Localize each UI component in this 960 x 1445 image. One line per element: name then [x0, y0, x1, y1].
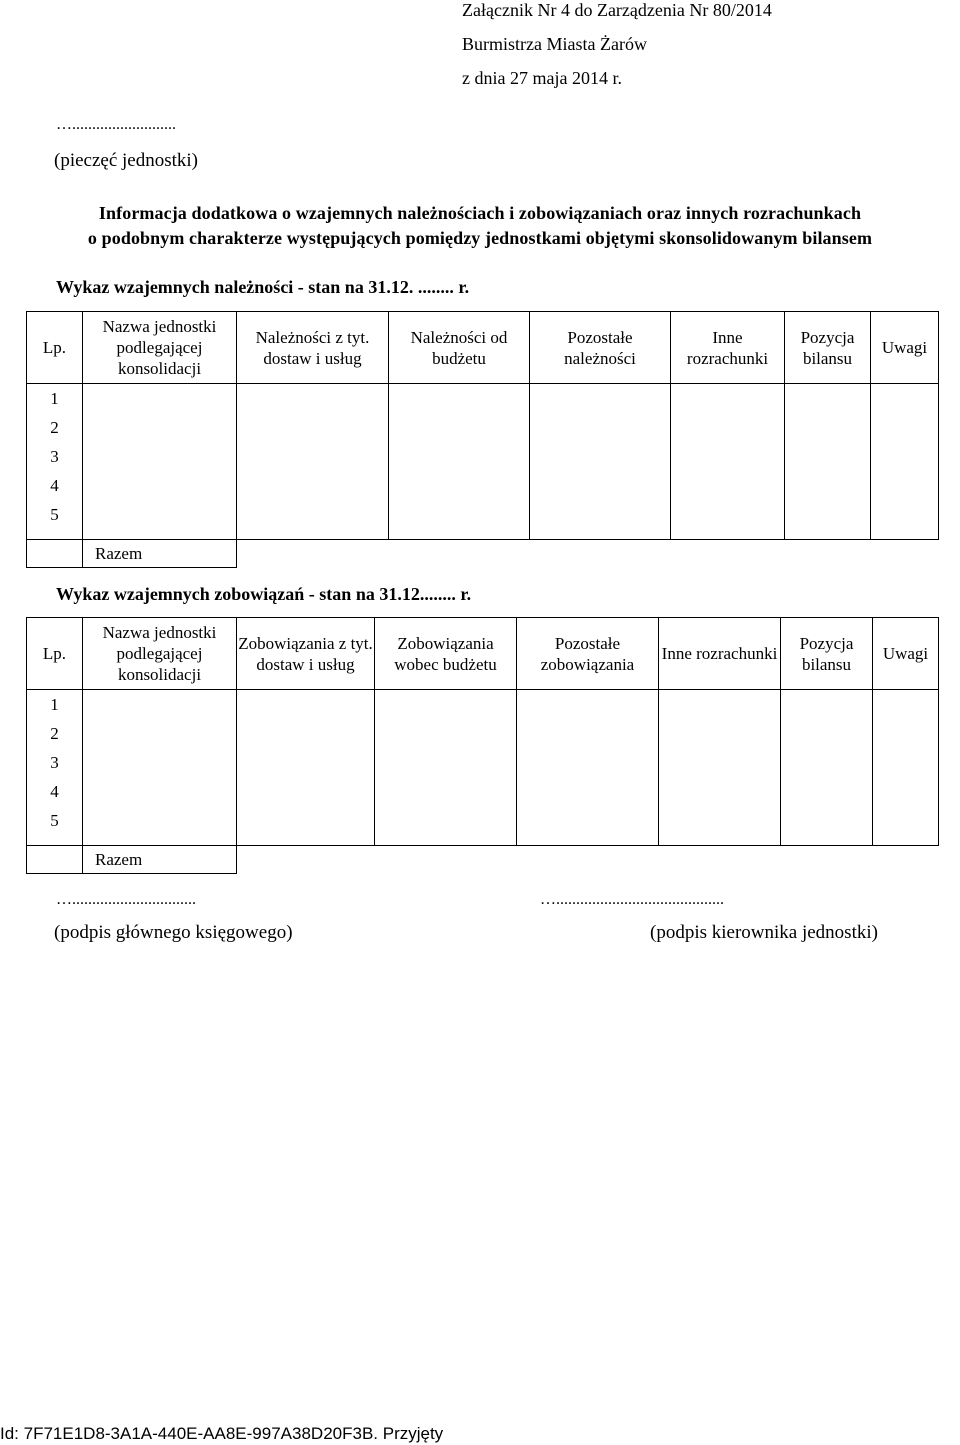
- liabilities-row-numbers: [27, 690, 83, 846]
- col-lp: Lp.: [27, 312, 83, 384]
- row-number: 1: [50, 695, 59, 714]
- cell: [530, 384, 671, 540]
- col-other-settlements: Inne rozrachunki: [659, 618, 781, 690]
- liabilities-table: [26, 617, 939, 874]
- cell: [671, 384, 785, 540]
- row-number: 4: [50, 782, 59, 801]
- cell: [83, 384, 237, 540]
- cell: [873, 690, 939, 846]
- cell: [517, 690, 659, 846]
- row-number: 4: [50, 476, 59, 495]
- col-balance-item: Pozycja bilansu: [785, 312, 871, 384]
- receivables-title: Wykaz wzajemnych należności - stan na 31.12. ........ r.: [56, 277, 470, 297]
- attachment-line-1: Załącznik Nr 4 do Zarządzenia Nr 80/2014: [462, 0, 772, 20]
- col-receivables-trade: Należności z tyt. dostaw i usług: [237, 312, 389, 384]
- receivables-header-row: [27, 312, 939, 384]
- cell: [83, 690, 237, 846]
- unit-head-signature-dots: …..........................................: [540, 891, 724, 908]
- cell: [237, 384, 389, 540]
- col-other-settlements: Inne rozrachunki: [671, 312, 785, 384]
- total-label: Razem: [83, 540, 237, 568]
- attachment-line-2: Burmistrza Miasta Żarów: [462, 34, 647, 54]
- cell: [659, 690, 781, 846]
- cell: [27, 846, 83, 874]
- cell: [27, 540, 83, 568]
- total-label: Razem: [83, 846, 237, 874]
- attachment-line-3: z dnia 27 maja 2014 r.: [462, 68, 622, 88]
- row-number: 5: [50, 811, 59, 830]
- chief-accountant-signature-dots: …...............................: [56, 891, 196, 908]
- cell: [237, 540, 939, 568]
- col-remarks: Uwagi: [873, 618, 939, 690]
- row-number: 3: [50, 447, 59, 466]
- liabilities-title: Wykaz wzajemnych zobowiązań - stan na 31.12........ r.: [56, 584, 472, 604]
- liabilities-total-row: [27, 846, 939, 874]
- receivables-total-row: [27, 540, 939, 568]
- chief-accountant-signature-label: (podpis głównego księgowego): [54, 922, 293, 943]
- unit-head-signature-label: (podpis kierownika jednostki): [650, 922, 878, 943]
- row-number: 3: [50, 753, 59, 772]
- col-unit-name: Nazwa jednostki podlegającej konsolidacji: [83, 618, 237, 690]
- cell: [237, 690, 375, 846]
- cell: [389, 384, 530, 540]
- receivables-row-numbers: [27, 384, 83, 540]
- cell: [781, 690, 873, 846]
- liabilities-header-row: [27, 618, 939, 690]
- receivables-body-row: [27, 384, 939, 540]
- col-receivables-budget: Należności od budżetu: [389, 312, 530, 384]
- document-id-footer: Id: 7F71E1D8-3A1A-440E-AA8E-997A38D20F3B. Przyjęty: [0, 1424, 444, 1443]
- col-liabilities-budget: Zobowiązania wobec budżetu: [375, 618, 517, 690]
- heading-line-1: Informacja dodatkowa o wzajemnych należnościach i zobowiązaniach oraz innych rozrachunkach: [98, 203, 862, 223]
- cell: [375, 690, 517, 846]
- row-number: 5: [50, 505, 59, 524]
- col-other-liabilities: Pozostałe zobowiązania: [517, 618, 659, 690]
- row-number: 1: [50, 389, 59, 408]
- row-number: 2: [50, 418, 59, 437]
- cell: [237, 846, 939, 874]
- col-balance-item: Pozycja bilansu: [781, 618, 873, 690]
- cell: [871, 384, 939, 540]
- col-liabilities-trade: Zobowiązania z tyt. dostaw i usług: [237, 618, 375, 690]
- col-unit-name: Nazwa jednostki podlegającej konsolidacji: [83, 312, 237, 384]
- receivables-table: [26, 311, 939, 568]
- row-number: 2: [50, 724, 59, 743]
- col-other-receivables: Pozostałe należności: [530, 312, 671, 384]
- heading-line-2: o podobnym charakterze występujących pomiędzy jednostkami objętymi skonsolidowanym bilansem: [87, 228, 873, 248]
- cell: [785, 384, 871, 540]
- stamp-label: (pieczęć jednostki): [54, 150, 199, 171]
- stamp-dots: …..........................: [56, 116, 176, 133]
- col-lp: Lp.: [27, 618, 83, 690]
- col-remarks: Uwagi: [871, 312, 939, 384]
- liabilities-body-row: [27, 690, 939, 846]
